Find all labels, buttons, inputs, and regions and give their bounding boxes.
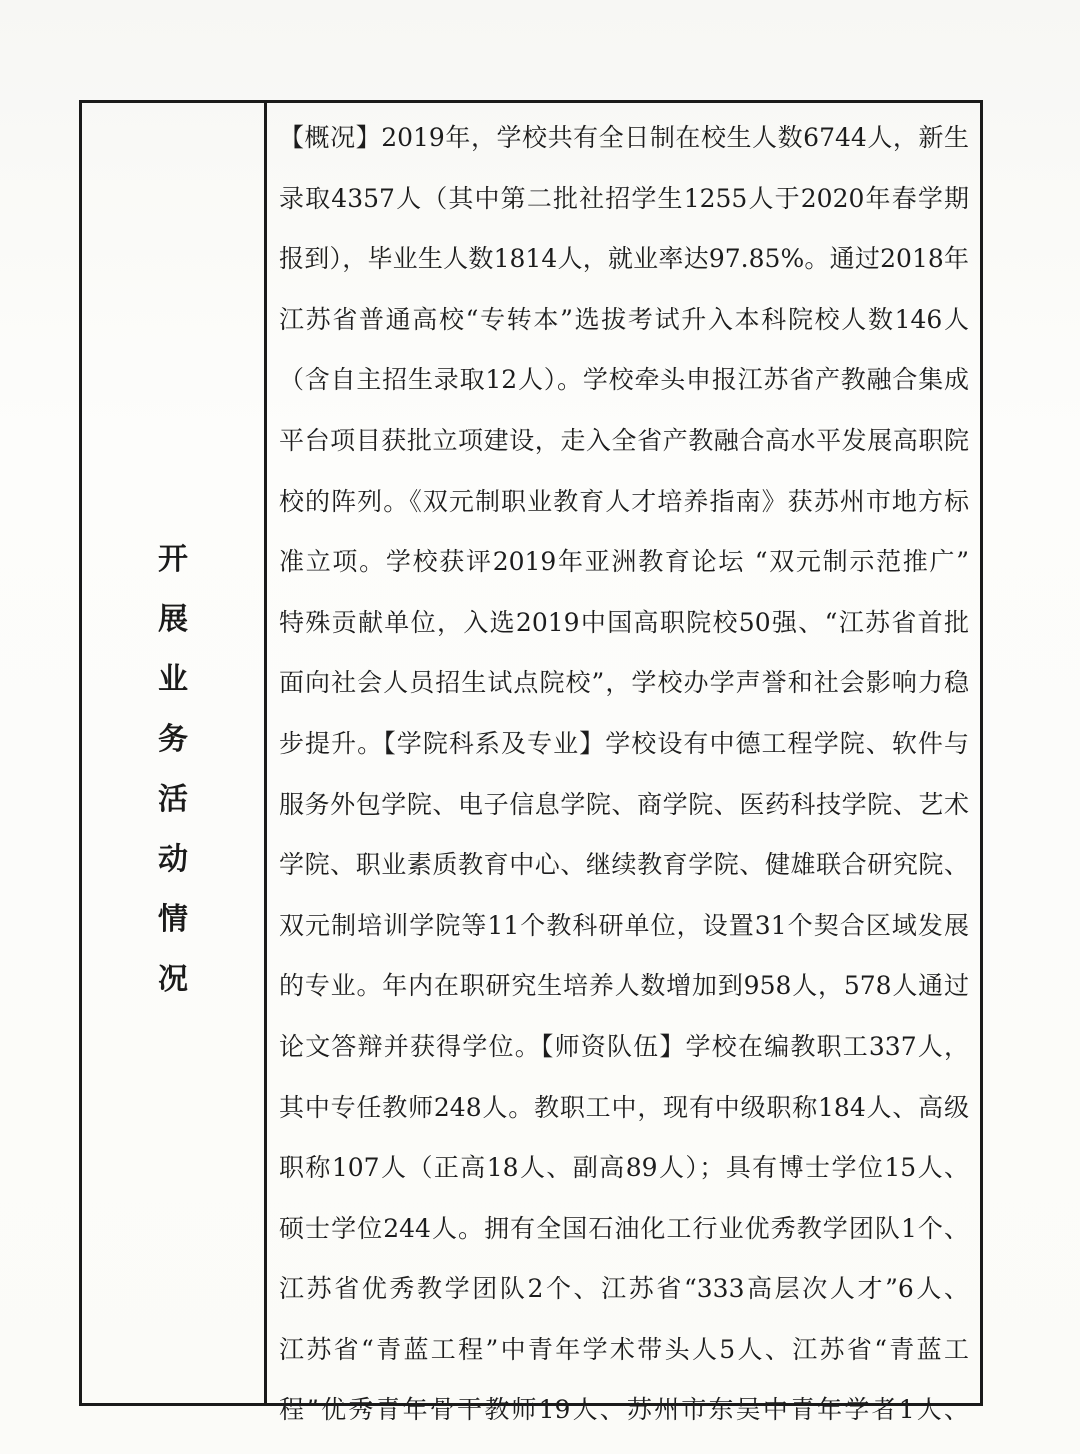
content-line: 其中专任教师248人。教职工中，现有中级职称184人、高级	[279, 1092, 969, 1122]
content-line: 江苏省优秀教学团队2个、江苏省“333高层次人才”6人、	[279, 1274, 969, 1304]
row-label-char: 况	[158, 962, 188, 997]
content-line: 平台项目获批立项建设，走入全省产教融合高水平发展高职院	[279, 425, 969, 455]
row-label-char: 业	[158, 662, 188, 697]
content-line: 录取4357人（其中第二批社招学生1255人于2020年春学期	[279, 183, 969, 213]
content-line: 服务外包学院、电子信息学院、商学院、医药科技学院、艺术	[279, 789, 969, 819]
row-label-char: 展	[158, 602, 188, 637]
content-line: 面向社会人员招生试点院校”，学校办学声誉和社会影响力稳	[279, 668, 969, 698]
row-label-char: 务	[158, 722, 188, 757]
content-line: 【概况】2019年，学校共有全日制在校生人数6744人，新生	[279, 123, 969, 152]
content-line: 论文答辩并获得学位。【师资队伍】学校在编教职工337人，	[279, 1031, 969, 1061]
row-label-char: 动	[158, 842, 188, 877]
content-line: 准立项。学校获评2019年亚洲教育论坛 “双元制示范推广”	[279, 547, 969, 577]
content-line: 的专业。年内在职研究生培养人数增加到958人，578人通过	[279, 971, 969, 1001]
content-line: 学院、职业素质教育中心、继续教育学院、健雄联合研究院、	[279, 850, 969, 880]
content-line: 程”优秀青年骨干教师19人、苏州市东吴中青年学者1人、	[279, 1395, 969, 1425]
content-line: 报到），毕业生人数1814人，就业率达97.85%。通过2018年	[279, 244, 969, 274]
row-label-char: 开	[158, 542, 188, 577]
content-line: 步提升。【学院科系及专业】学校设有中德工程学院、软件与	[279, 728, 969, 758]
column-divider	[264, 100, 267, 1406]
content-line: 江苏省“青蓝工程”中青年学术带头人5人、江苏省“青蓝工	[279, 1334, 969, 1364]
row-label-cell	[82, 103, 264, 1403]
content-line: 特殊贡献单位，入选2019中国高职院校50强、“江苏省首批	[279, 607, 969, 637]
content-line: 硕士学位244人。拥有全国石油化工行业优秀教学团队1个、	[279, 1213, 969, 1243]
row-label-char: 情	[158, 902, 188, 937]
content-line: 职称107人（正高18人、副高89人）；具有博士学位15人、	[279, 1153, 969, 1183]
row-label-char: 活	[158, 782, 188, 817]
content-line: 校的阵列。《双元制职业教育人才培养指南》获苏州市地方标	[279, 486, 969, 516]
content-line: 江苏省普通高校“专转本”选拔考试升入本科院校人数146人	[279, 304, 969, 334]
content-line: （含自主招生录取12人）。学校牵头申报江苏省产教融合集成	[279, 365, 969, 395]
content-cell	[279, 117, 969, 1425]
content-line: 双元制培训学院等11个教科研单位，设置31个契合区域发展	[279, 910, 969, 940]
